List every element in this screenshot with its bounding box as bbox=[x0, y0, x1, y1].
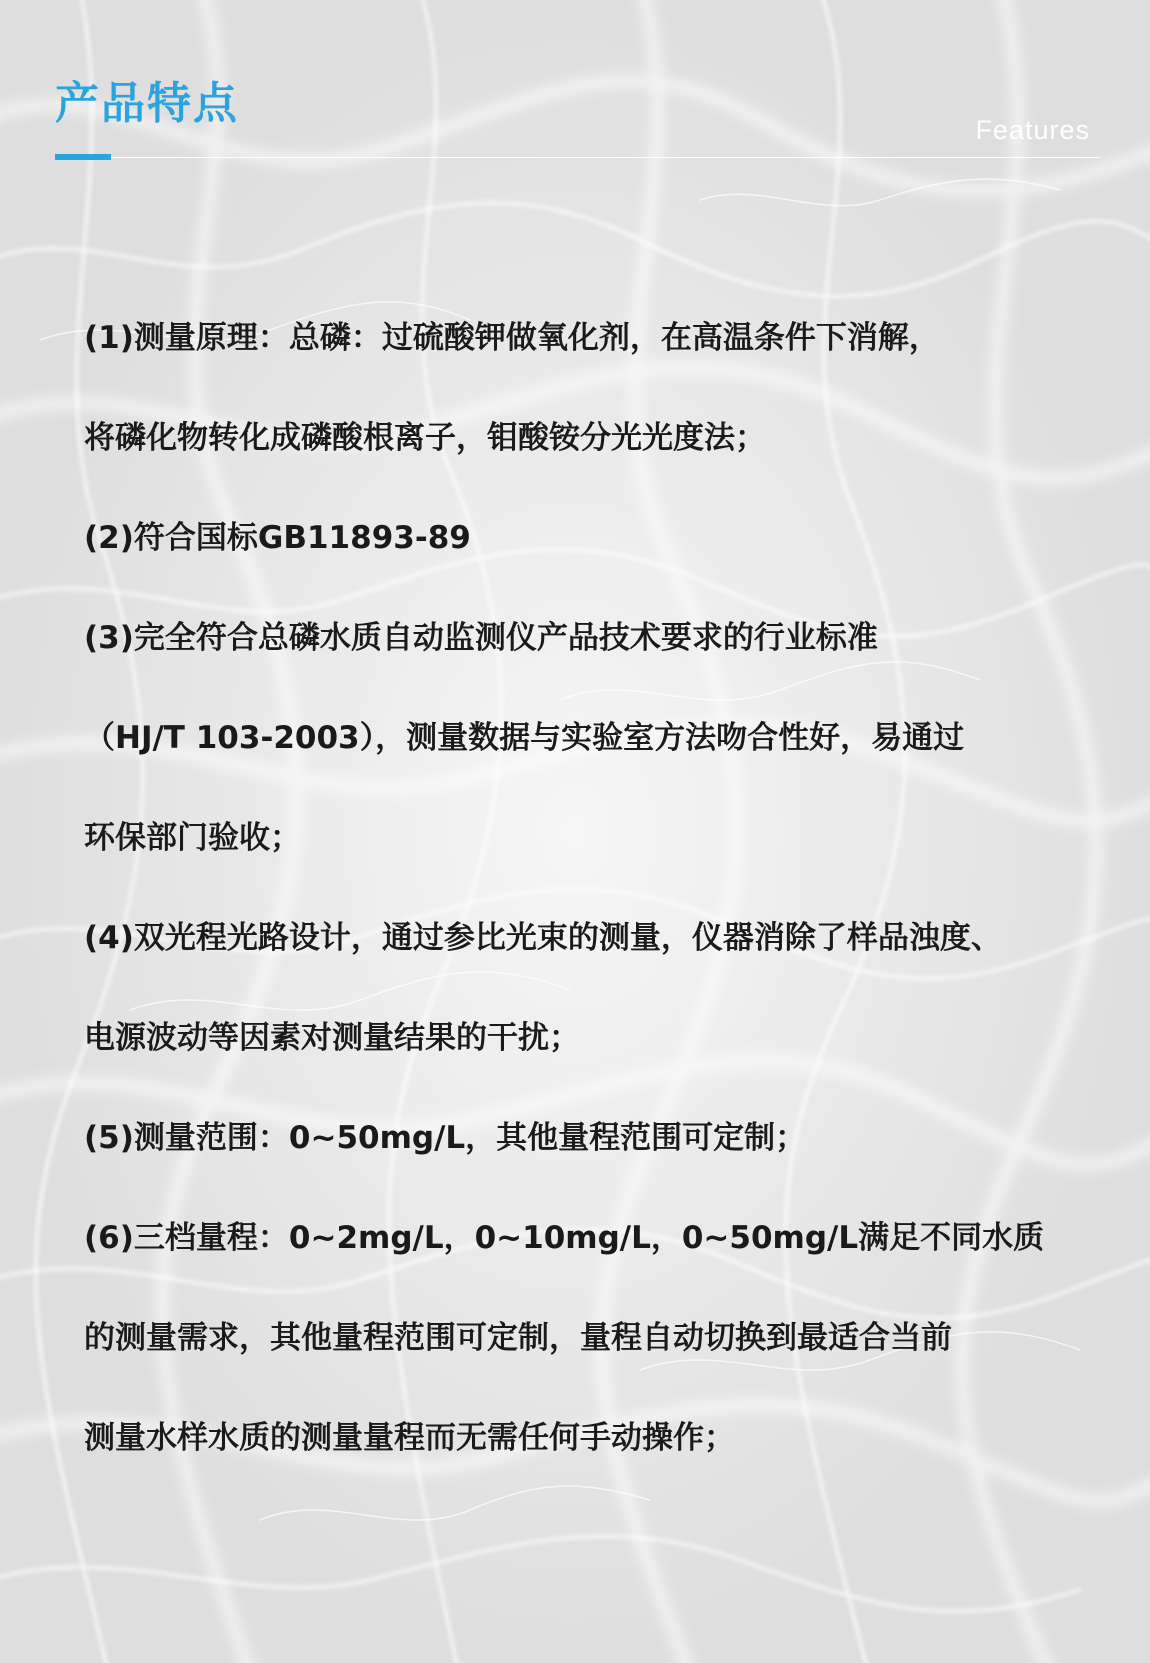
feature-line: （HJ/T 103-2003），测量数据与实验室方法吻合性好，易通过 bbox=[84, 720, 965, 756]
features-list bbox=[84, 288, 1094, 1488]
page-subtitle: Features bbox=[975, 115, 1090, 145]
feature-line: (5)测量范围：0~50mg/L，其他量程范围可定制； bbox=[84, 1120, 807, 1156]
title-accent-bar bbox=[55, 154, 111, 160]
feature-line: 电源波动等因素对测量结果的干扰； bbox=[84, 1020, 580, 1056]
feature-line: 的测量需求，其他量程范围可定制，量程自动切换到最适合当前 bbox=[84, 1320, 952, 1356]
feature-line: (2)符合国标GB11893-89 bbox=[84, 520, 471, 556]
header-divider bbox=[55, 157, 1100, 158]
feature-line: (1)测量原理：总磷：过硫酸钾做氧化剂，在高温条件下消解， bbox=[84, 320, 940, 356]
feature-line: 将磷化物转化成磷酸根离子，钼酸铵分光光度法； bbox=[84, 420, 766, 456]
feature-line: 环保部门验收； bbox=[84, 820, 301, 856]
feature-line: 测量水样水质的测量量程而无需任何手动操作； bbox=[84, 1420, 735, 1456]
feature-line: (3)完全符合总磷水质自动监测仪产品技术要求的行业标准 bbox=[84, 620, 878, 656]
page-title: 产品特点 bbox=[55, 78, 239, 129]
feature-line: (6)三档量程：0~2mg/L，0~10mg/L，0~50mg/L满足不同水质 bbox=[84, 1220, 1045, 1256]
feature-line: (4)双光程光路设计，通过参比光束的测量，仪器消除了样品浊度、 bbox=[84, 920, 1002, 956]
header bbox=[0, 0, 1150, 170]
